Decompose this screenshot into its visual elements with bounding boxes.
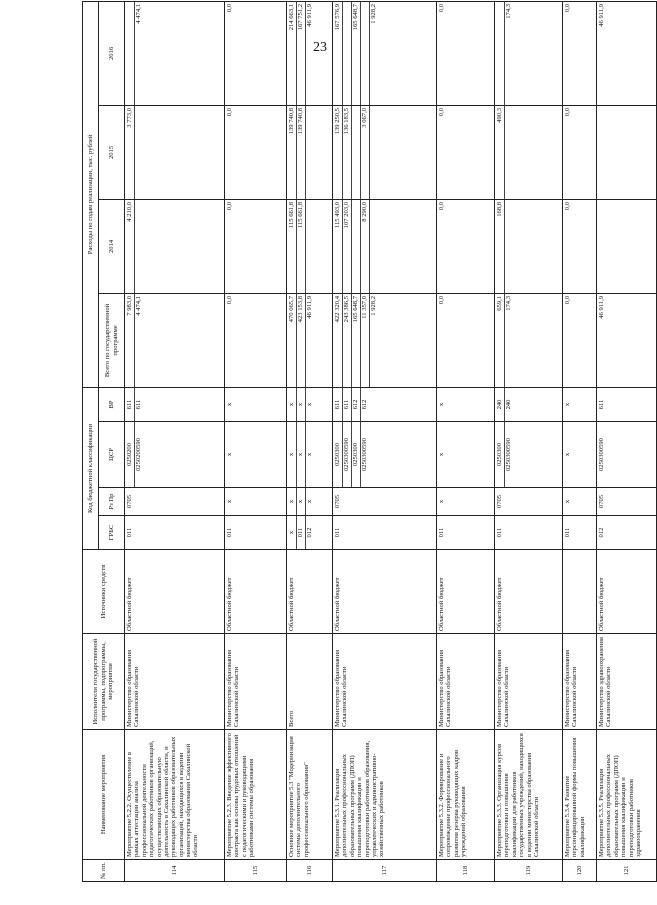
row-csr-value: 0250300590 bbox=[504, 422, 513, 487]
row-source-text: Областной бюджет bbox=[598, 577, 605, 631]
row-vr-value: x bbox=[305, 388, 314, 421]
row-number-text: 116 bbox=[305, 865, 313, 876]
row-vr-value: x bbox=[438, 402, 445, 407]
row-2016-value bbox=[342, 2, 351, 105]
row-number bbox=[437, 860, 495, 882]
row-executor bbox=[333, 634, 437, 730]
table-row bbox=[563, 1, 597, 881]
row-2016-value: 0,0 bbox=[438, 3, 445, 13]
row-2015-value bbox=[504, 106, 513, 199]
header-expenses-group: Расходы по годам реализации, тыс. рублей bbox=[83, 1, 99, 387]
row-source-text: Областной бюджет bbox=[126, 577, 133, 631]
row-total-value: 0,0 bbox=[226, 295, 233, 305]
row-2015-value: 139 740,8 bbox=[296, 106, 305, 199]
row-grbs-value: 012 bbox=[305, 516, 314, 549]
row-2015 bbox=[333, 105, 437, 199]
row-2016 bbox=[333, 1, 437, 105]
table-row bbox=[225, 1, 287, 881]
row-2016-value: 46 911,9 bbox=[598, 3, 605, 27]
row-total bbox=[287, 293, 333, 387]
row-2014-value: 115 493,0 bbox=[334, 201, 341, 229]
row-name-text: Мероприятие 5.3.4. Развитие персонифицированной формы повышения квалификации bbox=[564, 737, 586, 857]
row-source-text: Областной бюджет bbox=[438, 577, 445, 631]
row-vr bbox=[563, 387, 597, 421]
row-vr bbox=[333, 387, 437, 421]
row-source bbox=[333, 550, 437, 634]
row-name bbox=[333, 730, 437, 860]
table-row bbox=[495, 1, 563, 881]
row-2015-value bbox=[598, 108, 606, 197]
row-name-text: Мероприятие 5.3.5. Реализация дополнительных профессиональных образовательных программ (ДПОП) повышения квалификации и переподготовки работников здравоохранения bbox=[598, 754, 642, 857]
row-number bbox=[333, 860, 437, 882]
row-vr-value: 611 bbox=[134, 388, 143, 421]
row-total-value: 46 911,9 bbox=[598, 295, 605, 319]
row-2015-value: 139 250,5 bbox=[334, 107, 341, 135]
row-2015-value: 0,0 bbox=[564, 107, 571, 117]
row-total bbox=[125, 293, 225, 387]
row-2014 bbox=[495, 199, 563, 293]
row-grbs bbox=[333, 516, 437, 550]
row-grbs-value: 011 bbox=[334, 527, 341, 538]
budget-table bbox=[82, 1, 657, 882]
row-csr-value: x bbox=[564, 452, 571, 457]
header-source: Источники средств bbox=[83, 550, 125, 634]
row-source bbox=[563, 550, 597, 634]
row-2015-value bbox=[134, 106, 143, 199]
row-2014-value: 4 210,0 bbox=[126, 201, 133, 222]
row-2016-value: 46 911,9 bbox=[305, 2, 314, 105]
row-csr bbox=[597, 422, 657, 488]
row-vr-value: x bbox=[288, 402, 295, 407]
row-total bbox=[495, 293, 563, 387]
row-csr bbox=[563, 422, 597, 488]
header-code-group: Код бюджетной классификации bbox=[83, 387, 99, 549]
row-executor bbox=[597, 634, 657, 730]
row-executor-text: Всего bbox=[288, 710, 295, 727]
row-grbs-value: 011 bbox=[496, 527, 503, 538]
row-executor-text: Министерство образования Сахалинской области bbox=[334, 649, 349, 727]
row-number-text: 121 bbox=[622, 865, 630, 876]
row-grbs-value: 011 bbox=[564, 527, 571, 538]
header-2014: 2014 bbox=[99, 199, 125, 293]
row-2015-value: 0,0 bbox=[226, 107, 233, 117]
row-name bbox=[287, 730, 333, 860]
row-2014-value bbox=[369, 200, 378, 293]
header-num: № пп. bbox=[83, 860, 125, 882]
row-2016-value: 174,3 bbox=[504, 2, 513, 105]
row-grbs-value: 012 bbox=[598, 527, 605, 538]
row-name-text: Мероприятие 5.3.2. Формирование и сопровождение профессионального развития резерва руководящих кадров учреждений образования bbox=[438, 749, 468, 857]
header-executors: Исполнители государственной программы, подпрограммы, мероприятия bbox=[83, 634, 125, 730]
row-2014 bbox=[437, 199, 495, 293]
row-vr-value: x bbox=[226, 402, 233, 407]
row-name bbox=[125, 730, 225, 860]
row-rzpr bbox=[225, 488, 287, 516]
table-row bbox=[333, 1, 437, 881]
row-vr bbox=[225, 387, 287, 421]
row-total-value: 422 320,4 bbox=[334, 295, 341, 323]
row-source-text: Областной бюджет bbox=[226, 577, 233, 631]
row-csr-value: x bbox=[226, 452, 233, 457]
row-csr bbox=[225, 422, 287, 488]
header-name: Наименование мероприятия bbox=[83, 730, 125, 860]
row-2014-value bbox=[504, 200, 513, 293]
row-source bbox=[597, 550, 657, 634]
row-csr bbox=[287, 422, 333, 488]
row-name-text: Мероприятие 5.3.1. Реализация дополнительных профессиональных образовательных программ (ДПОП) повышения квалификации и переподготовки работников образования, управленческих и административно-хозяйственных работников bbox=[334, 740, 386, 857]
row-source bbox=[287, 550, 333, 634]
row-csr-value: x bbox=[288, 452, 295, 457]
row-2014-value: 8 290,0 bbox=[360, 200, 369, 293]
row-total-value: 0,0 bbox=[564, 295, 571, 305]
page-number: 23 bbox=[313, 40, 327, 55]
row-vr bbox=[495, 387, 563, 421]
row-grbs bbox=[437, 516, 495, 550]
row-number-text: 114 bbox=[170, 865, 178, 876]
row-name bbox=[225, 730, 287, 860]
row-number-text: 115 bbox=[251, 865, 259, 876]
row-2015 bbox=[437, 105, 495, 199]
row-2016 bbox=[597, 1, 657, 105]
row-rzpr-value: 0705 bbox=[126, 494, 133, 509]
row-total bbox=[333, 293, 437, 387]
row-executor bbox=[225, 634, 287, 730]
row-total-value: 46 911,9 bbox=[305, 294, 314, 387]
row-rzpr bbox=[437, 488, 495, 516]
row-csr-value: 0250200590 bbox=[134, 422, 143, 487]
table-row bbox=[437, 1, 495, 881]
row-rzpr-value: 0705 bbox=[334, 494, 341, 509]
row-2016-value: 214 663,1 bbox=[288, 3, 295, 31]
row-csr-value: 0250300590 bbox=[360, 422, 369, 487]
row-vr-value: 611 bbox=[334, 399, 341, 410]
row-rzpr-value: x bbox=[305, 488, 314, 515]
row-rzpr-value: 0705 bbox=[598, 494, 605, 509]
row-2014-value: 168,8 bbox=[496, 201, 503, 217]
table-body bbox=[125, 1, 657, 881]
row-name bbox=[597, 730, 657, 860]
row-2015 bbox=[125, 105, 225, 199]
table-row bbox=[597, 1, 657, 881]
row-rzpr-value: 0705 bbox=[496, 494, 503, 509]
row-csr-value: 0250300 bbox=[351, 422, 360, 487]
row-name-text: Мероприятие 5.3.3. Организация курсов переподготовки и повышения квалификации для работников государственных учреждений, находящихся в ведении министерства образования Сахалинской области bbox=[496, 733, 540, 857]
row-name bbox=[495, 730, 563, 860]
row-grbs bbox=[563, 516, 597, 550]
row-total bbox=[563, 293, 597, 387]
row-2016 bbox=[563, 1, 597, 105]
row-total-value: 423 153,8 bbox=[296, 294, 305, 387]
row-csr-value: 0250300590 bbox=[598, 438, 605, 471]
row-executor-text: Министерство образования Сахалинской области bbox=[564, 649, 579, 727]
row-name-text: Мероприятие 5.2.2. Осуществление в рамках аттестации анализа профессиональной деятельности педагогических работников организаций, осуществляющих образовательную деятельность в Сахалинской области, и руководящих работников образовательных организаций, находящихся в ведении министерства образования Сахалинской области bbox=[126, 736, 200, 857]
row-2015-value: 490,3 bbox=[496, 107, 503, 123]
row-executor-text: Министерство здравоохранения Сахалинской области bbox=[598, 637, 613, 727]
header-2016: 2016 bbox=[99, 1, 125, 105]
row-executor bbox=[437, 634, 495, 730]
row-total-value: 165 648,7 bbox=[351, 294, 360, 387]
row-2016 bbox=[495, 1, 563, 105]
row-2015-value: 0,0 bbox=[438, 107, 445, 117]
row-vr-value: 240 bbox=[504, 388, 513, 421]
row-2014-value: 115 661,8 bbox=[296, 200, 305, 293]
table-row bbox=[287, 1, 333, 881]
row-2014 bbox=[287, 199, 333, 293]
row-total-value: 470 065,7 bbox=[288, 295, 295, 323]
row-vr-value: x bbox=[296, 388, 305, 421]
row-source bbox=[225, 550, 287, 634]
row-2015-value bbox=[305, 106, 314, 199]
row-2015-value bbox=[351, 106, 360, 199]
row-csr bbox=[437, 422, 495, 488]
row-name bbox=[437, 730, 495, 860]
row-rzpr bbox=[125, 488, 225, 516]
row-2015 bbox=[287, 105, 333, 199]
row-number-text: 118 bbox=[461, 865, 469, 876]
row-total-value: 0,0 bbox=[438, 295, 445, 305]
row-total-value: 659,1 bbox=[496, 295, 503, 311]
row-csr-value: 0250300590 bbox=[342, 422, 351, 487]
row-csr-value: x bbox=[438, 452, 445, 457]
row-grbs-value: x bbox=[288, 530, 295, 535]
row-2014-value: 0,0 bbox=[438, 201, 445, 211]
row-grbs bbox=[225, 516, 287, 550]
row-vr-value: x bbox=[564, 402, 571, 407]
row-2016-value: 1 928,2 bbox=[369, 2, 378, 105]
row-vr-value: 612 bbox=[351, 388, 360, 421]
row-2016-value: 165 648,7 bbox=[351, 2, 360, 105]
header-total: Всего по государственной программе bbox=[99, 293, 125, 387]
row-rzpr-value: x bbox=[438, 499, 445, 504]
row-2015-value: 136 183,5 bbox=[342, 106, 351, 199]
row-2015-value: 3 773,0 bbox=[126, 107, 133, 128]
row-2016 bbox=[225, 1, 287, 105]
row-rzpr bbox=[495, 488, 563, 516]
row-vr bbox=[287, 387, 333, 421]
row-number-text: 120 bbox=[575, 865, 583, 876]
row-rzpr bbox=[563, 488, 597, 516]
row-source-text: Областной бюджет bbox=[334, 577, 341, 631]
row-csr-value: 0250300 bbox=[496, 442, 503, 467]
row-csr-value: x bbox=[296, 422, 305, 487]
row-executor bbox=[125, 634, 225, 730]
row-csr-value: 0250300 bbox=[334, 442, 341, 467]
header-csr: ЦСР bbox=[99, 422, 125, 488]
row-rzpr bbox=[597, 488, 657, 516]
row-total bbox=[225, 293, 287, 387]
row-executor bbox=[495, 634, 563, 730]
row-2016-value bbox=[496, 4, 504, 103]
row-total-value: 7 983,0 bbox=[126, 295, 133, 316]
row-rzpr bbox=[333, 488, 437, 516]
row-rzpr-value: x bbox=[226, 499, 233, 504]
row-vr-value: 611 bbox=[598, 399, 605, 410]
row-source bbox=[495, 550, 563, 634]
row-grbs bbox=[287, 516, 333, 550]
row-2014-value: 107 203,0 bbox=[342, 200, 351, 293]
row-total-value: 174,3 bbox=[504, 294, 513, 387]
row-source bbox=[437, 550, 495, 634]
row-csr-value: 0250200 bbox=[126, 442, 133, 467]
row-2014-value: 0,0 bbox=[226, 201, 233, 211]
row-executor-text: Министерство образования Сахалинской области bbox=[126, 649, 141, 727]
row-2014-value bbox=[598, 202, 606, 291]
row-executor-text: Министерство образования Сахалинской области bbox=[226, 649, 241, 727]
row-number bbox=[225, 860, 287, 882]
row-total-value: 1 928,2 bbox=[369, 294, 378, 387]
row-name-text: Основное мероприятие 5.3 "Модернизация системы дополнительного профессионального образования" bbox=[288, 736, 310, 857]
row-2014-value: 115 661,8 bbox=[288, 201, 295, 229]
row-total bbox=[437, 293, 495, 387]
row-2015-value: 139 740,8 bbox=[288, 107, 295, 135]
header-rzpr: Рз Пр bbox=[99, 488, 125, 516]
row-2015-value bbox=[369, 106, 378, 199]
row-2016-value: 167 576,9 bbox=[334, 3, 341, 31]
row-2016 bbox=[125, 1, 225, 105]
row-vr-value: 611 bbox=[342, 388, 351, 421]
row-grbs bbox=[495, 516, 563, 550]
row-2014 bbox=[597, 199, 657, 293]
row-source-text: Областной бюджет bbox=[288, 577, 295, 631]
row-2014-value bbox=[351, 200, 360, 293]
row-executor bbox=[287, 634, 333, 730]
row-number bbox=[125, 860, 225, 882]
row-grbs-value: 011 bbox=[438, 527, 445, 538]
row-2014-value: 0,0 bbox=[564, 201, 571, 211]
row-2014 bbox=[333, 199, 437, 293]
row-rzpr-value: x bbox=[296, 488, 305, 515]
row-total bbox=[597, 293, 657, 387]
row-vr bbox=[437, 387, 495, 421]
row-2016-value bbox=[360, 2, 369, 105]
row-vr bbox=[125, 387, 225, 421]
row-executor-text: Министерство образования Сахалинской области bbox=[496, 649, 511, 727]
row-2014-value bbox=[305, 200, 314, 293]
row-vr-value: 611 bbox=[126, 399, 133, 410]
row-2016 bbox=[287, 1, 333, 105]
row-total-value: 243 386,5 bbox=[342, 294, 351, 387]
rotated-table-container bbox=[82, 2, 642, 882]
row-number-text: 119 bbox=[524, 865, 532, 876]
row-csr-value: x bbox=[305, 422, 314, 487]
row-grbs-value: 011 bbox=[296, 516, 305, 549]
row-grbs-value: 011 bbox=[226, 527, 233, 538]
row-total-value: 4 474,1 bbox=[134, 294, 143, 387]
row-rzpr bbox=[287, 488, 333, 516]
row-source-text: Областной бюджет bbox=[496, 577, 503, 631]
row-2016-value bbox=[126, 4, 134, 103]
row-number bbox=[287, 860, 333, 882]
row-2014 bbox=[563, 199, 597, 293]
row-vr-value: 240 bbox=[496, 399, 503, 410]
row-2016-value: 0,0 bbox=[564, 3, 571, 13]
row-2015 bbox=[563, 105, 597, 199]
row-rzpr-value: x bbox=[564, 499, 571, 504]
row-2014 bbox=[125, 199, 225, 293]
table-row bbox=[125, 1, 225, 881]
row-grbs bbox=[597, 516, 657, 550]
row-2015 bbox=[225, 105, 287, 199]
row-number bbox=[563, 860, 597, 882]
row-csr bbox=[125, 422, 225, 488]
row-number bbox=[495, 860, 563, 882]
row-csr bbox=[333, 422, 437, 488]
row-total-value: 11 357,0 bbox=[360, 294, 369, 387]
header-grbs: ГРБС bbox=[99, 516, 125, 550]
row-vr bbox=[597, 387, 657, 421]
row-source bbox=[125, 550, 225, 634]
row-name-text: Мероприятие 5.2.3. Введение эффективного контракта как основы трудовых отношений с педагогическими и руководящими работниками системы образования bbox=[226, 733, 256, 857]
row-2014 bbox=[225, 199, 287, 293]
row-csr bbox=[495, 422, 563, 488]
row-2016 bbox=[437, 1, 495, 105]
row-vr-value: 612 bbox=[360, 388, 369, 421]
row-executor bbox=[563, 634, 597, 730]
header-2015: 2015 bbox=[99, 105, 125, 199]
row-2015 bbox=[495, 105, 563, 199]
row-rzpr-value: x bbox=[288, 499, 295, 504]
row-2014-value bbox=[134, 200, 143, 293]
header-vr: ВР bbox=[99, 387, 125, 421]
row-2016-value: 0,0 bbox=[226, 3, 233, 13]
row-2015-value: 3 067,0 bbox=[360, 106, 369, 199]
row-name bbox=[563, 730, 597, 860]
row-2015 bbox=[597, 105, 657, 199]
row-number-text: 117 bbox=[380, 865, 388, 876]
row-2016-value: 167 751,2 bbox=[296, 2, 305, 105]
row-2016-value: 4 474,1 bbox=[134, 2, 143, 105]
row-executor-text: Министерство образования Сахалинской области bbox=[438, 649, 453, 727]
row-grbs-value: 011 bbox=[126, 527, 133, 538]
row-grbs bbox=[125, 516, 225, 550]
row-number bbox=[597, 860, 657, 882]
